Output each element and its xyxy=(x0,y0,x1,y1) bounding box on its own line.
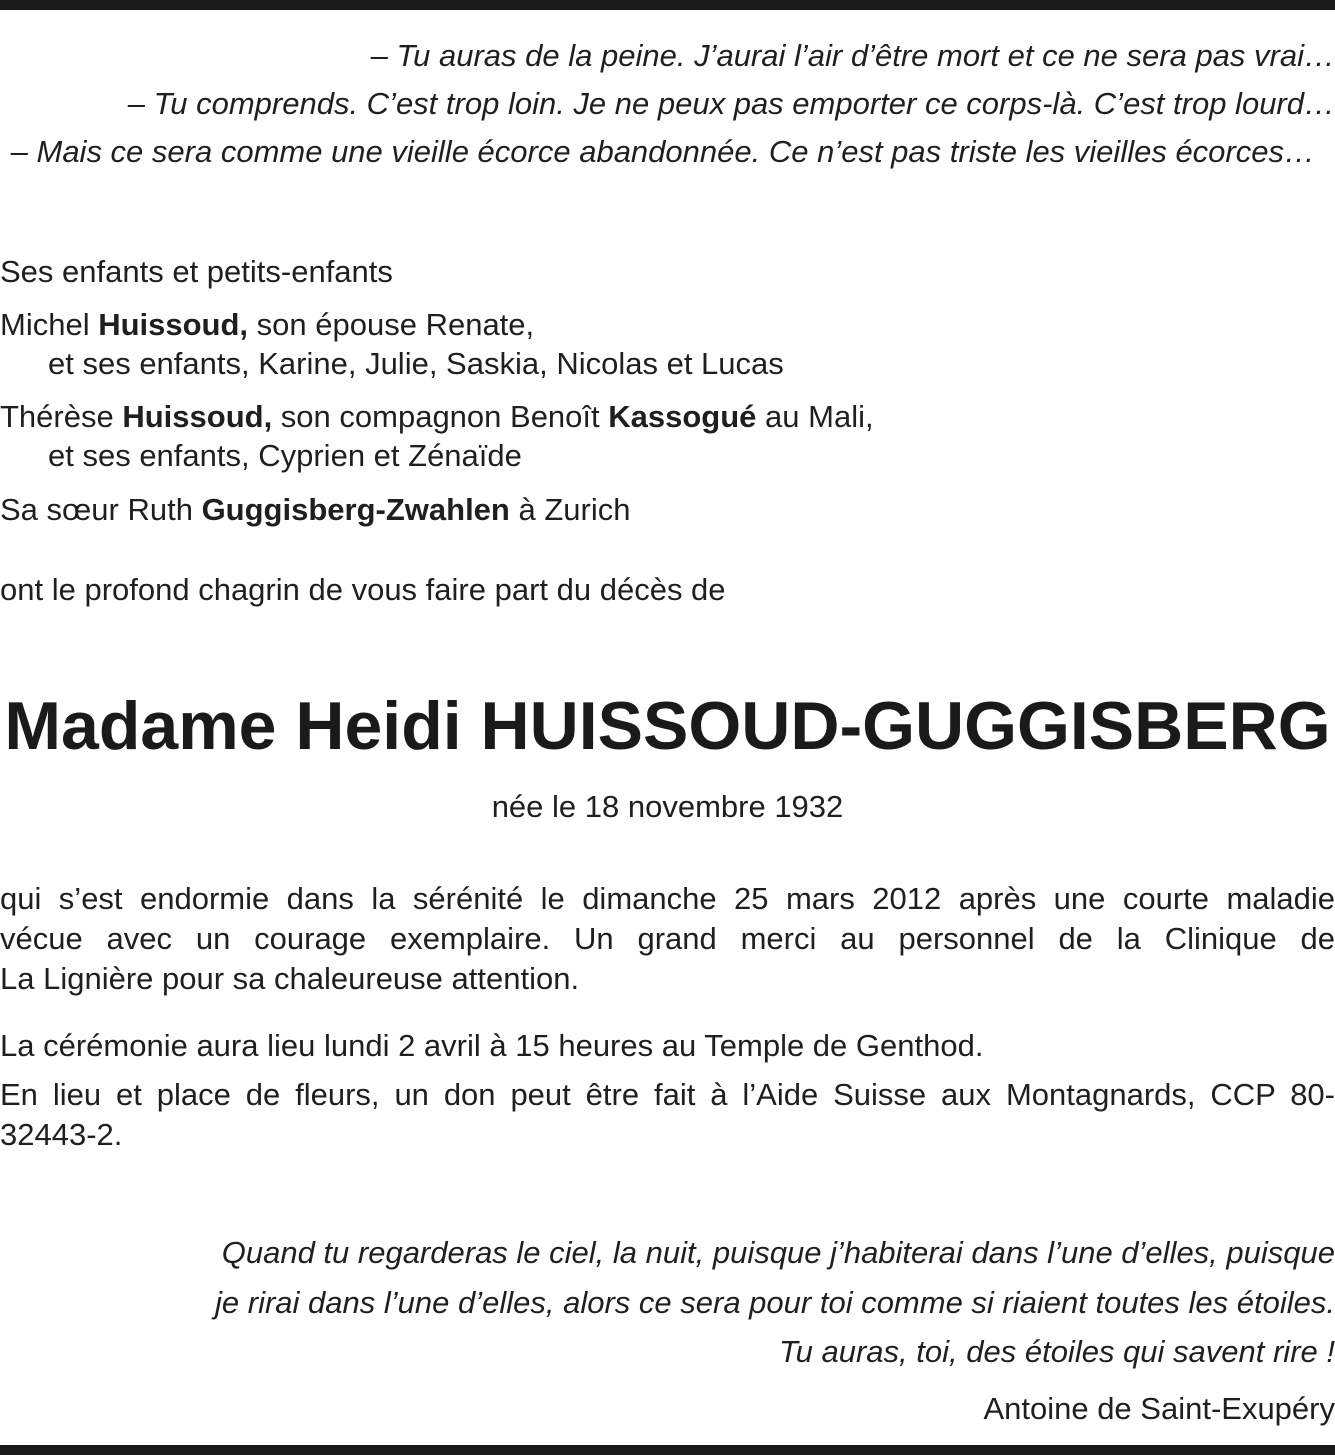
birth-date: née le 18 novembre 1932 xyxy=(491,789,844,824)
epigraph-line-2: – Tu comprends. C’est trop loin. Je ne peux pas emporter ce corps-là. C’est trop lourd… xyxy=(127,86,1335,121)
bottom-border-rule xyxy=(0,1445,1335,1455)
family-sister xyxy=(0,491,1335,529)
body-line-2: vécue avec un courage exemplaire. Un grand merci au personnel de la Clinique de xyxy=(0,921,1335,956)
quote-line-1: Quand tu regarderas le ciel, la nuit, puisque j’habiterai dans l’une d’elles, puisque xyxy=(221,1235,1335,1270)
family-michel xyxy=(0,306,1335,344)
epigraph-line-3: – Mais ce sera comme une vieille écorce abandonnée. Ce n’est pas triste les vieilles écorces… xyxy=(10,134,1315,169)
donation-line-2: 32443-2. xyxy=(0,1117,123,1152)
therese-first-name: Thérèse xyxy=(0,399,123,434)
epigraph-line-1: – Tu auras de la peine. J’aurai l’air d’être mort et ce ne sera pas vrai… xyxy=(370,38,1335,73)
body-line-1: qui s’est endormie dans la sérénité le dimanche 25 mars 2012 après une courte maladie xyxy=(0,881,1335,916)
body-line-3: La Lignière pour sa chaleureuse attention. xyxy=(0,961,580,996)
donation-line-1: En lieu et place de fleurs, un don peut être fait à l’Aide Suisse aux Montagnards, CCP 80- xyxy=(0,1077,1335,1112)
sister-rest: à Zurich xyxy=(509,492,631,527)
quote-line-3: Tu auras, toi, des étoiles qui savent rire ! xyxy=(779,1334,1335,1369)
family-intro: Ses enfants et petits-enfants xyxy=(0,254,393,289)
ceremony-text: La cérémonie aura lieu lundi 2 avril à 15 heures au Temple de Genthod. xyxy=(0,1028,984,1063)
therese-mid: son compagnon Benoît xyxy=(272,399,609,434)
michel-children: et ses enfants, Karine, Julie, Saskia, Nicolas et Lucas xyxy=(48,346,784,381)
deceased-name: Madame Heidi HUISSOUD-GUGGISBERG xyxy=(4,688,1331,764)
therese-rest: au Mali, xyxy=(756,399,874,434)
quote-author: Antoine de Saint-Exupéry xyxy=(983,1391,1335,1426)
therese-children: et ses enfants, Cyprien et Zénaïde xyxy=(48,438,522,473)
family-therese xyxy=(0,398,1335,436)
michel-surname: Huissoud, xyxy=(98,307,249,342)
michel-rest: son épouse Renate, xyxy=(248,307,535,342)
quote-line-2: je rirai dans l’une d’elles, alors ce sera pour toi comme si riaient toutes les étoiles. xyxy=(215,1285,1335,1320)
sister-surname: Guggisberg-Zwahlen xyxy=(201,492,510,527)
sister-first-name: Sa sœur Ruth xyxy=(0,492,202,527)
therese-surname: Huissoud, xyxy=(122,399,273,434)
top-border-rule xyxy=(0,0,1335,10)
announcement-text: ont le profond chagrin de vous faire part du décès de xyxy=(0,572,726,607)
therese-partner-surname: Kassogué xyxy=(608,399,757,434)
michel-first-name: Michel xyxy=(0,307,99,342)
